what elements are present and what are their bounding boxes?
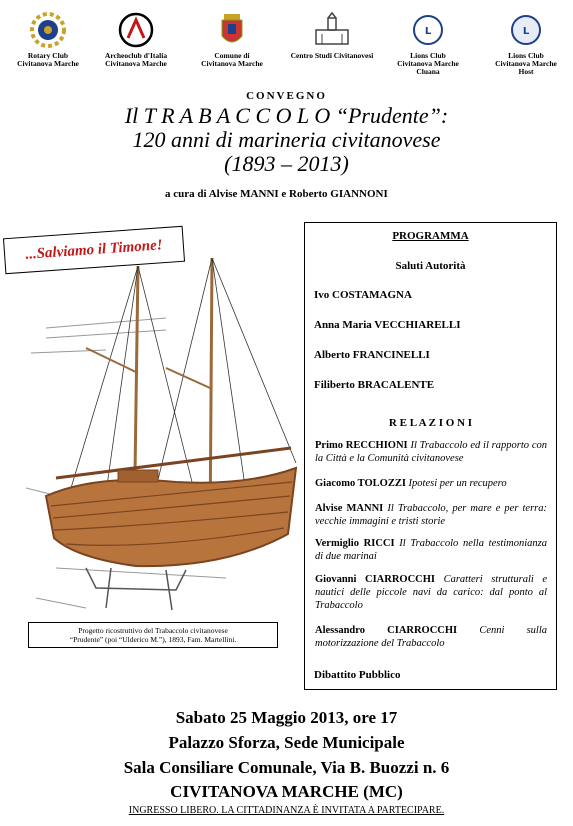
relazione-speaker: Giacomo TOLOZZI: [315, 478, 406, 489]
relazione-topic: Il Trabaccolo ed il rapporto con la Città e la Comunità civitanovese: [315, 440, 547, 464]
sponsor-name: Civitanova Marche: [105, 59, 167, 68]
lions-emblem-icon: [506, 10, 546, 50]
program-box: [304, 222, 557, 690]
sponsor-name: Centro Studi Civitanovesi: [290, 51, 374, 60]
dibattito-label: Dibattito Pubblico: [314, 669, 401, 681]
relazione-topic: Il Trabaccolo, per mare e per terra: vecchie immagini e tristi storie: [315, 503, 547, 527]
sponsor-name: Comune di: [214, 51, 250, 60]
caption-line: Progetto ricostruttivo del Trabaccolo civitanovese: [78, 626, 228, 635]
title-line: 120 anni di marineria civitanovese: [132, 127, 441, 152]
event-city: CIVITANOVA MARCHE (MC): [170, 782, 403, 801]
sponsor-centro-studi: [284, 8, 380, 60]
saluti-label: Saluti Autorità: [395, 260, 466, 272]
sponsor-name: Lions Club: [508, 51, 544, 60]
speaker-name: Anna Maria VECCHIARELLI: [314, 319, 461, 331]
trabaccolo-illustration: [26, 238, 306, 633]
illustration-caption: [28, 622, 278, 648]
event-venue: Palazzo Sforza, Sede Municipale: [168, 733, 405, 752]
program-heading: PROGRAMMA: [392, 230, 469, 242]
sponsor-name: Archeoclub d'Italia: [104, 51, 168, 60]
relazione-item: [315, 477, 547, 490]
sponsor-comune: [184, 8, 280, 68]
curatori-line: a cura di Alvise MANNI e Roberto GIANNONI: [165, 188, 388, 200]
svg-text:L: L: [522, 26, 530, 37]
slogan-banner: ...Salviamo il Timone!: [3, 226, 185, 274]
archeoclub-logo-icon: [116, 10, 156, 50]
event-date: Sabato 25 Maggio 2013, ore 17: [175, 708, 398, 727]
relazione-topic: Ipotesi per un recupero: [408, 478, 507, 489]
event-room: Sala Consiliare Comunale, Via B. Buozzi n. 6: [123, 758, 450, 777]
rotary-emblem-icon: [28, 10, 68, 50]
title-line: Il T R A B A C C O L O “Prudente”:: [124, 103, 449, 128]
sponsor-name: Civitanova Marche: [397, 59, 459, 68]
relazione-item: [315, 573, 547, 612]
entry-note: INGRESSO LIBERO. LA CITTADINANZA È INVITATA A PARTECIPARE.: [128, 805, 445, 816]
sponsor-name: Cluana: [416, 67, 440, 76]
sponsor-lions-host: [478, 8, 573, 76]
relazione-item: [315, 502, 547, 528]
lions-emblem-icon: [408, 10, 448, 50]
relazioni-heading: R E L A Z I O N I: [388, 417, 473, 429]
svg-text:L: L: [424, 26, 432, 37]
sponsor-name: Civitanova Marche: [17, 59, 79, 68]
sponsor-rotary: [0, 8, 96, 68]
relazione-topic: Caratteri strutturali e nautici delle piccole navi da carico: dal ponto al Trabaccolo: [315, 574, 548, 611]
relazione-speaker: Alessandro CIARROCCHI: [315, 625, 458, 636]
caption-line: “Prudente” (poi “Ulderico M.”), 1893, Fam. Martellini.: [69, 635, 237, 644]
sponsor-name: Rotary Club: [27, 51, 69, 60]
speaker-name: Alberto FRANCINELLI: [314, 349, 430, 361]
page-title: [0, 104, 573, 176]
speaker-name: Ivo COSTAMAGNA: [314, 289, 412, 301]
sponsor-name: Civitanova Marche: [495, 59, 557, 68]
relazione-item: [315, 439, 547, 465]
convegno-label: CONVEGNO: [246, 90, 327, 102]
relazione-item: [315, 537, 547, 563]
title-line: (1893 – 2013): [224, 151, 349, 176]
relazione-speaker: Giovanni CIARROCCHI: [315, 574, 435, 585]
relazione-speaker: Primo RECCHIONI: [315, 440, 408, 451]
relazione-topic: Cenni sulla motorizzazione del Trabaccolo: [315, 625, 547, 649]
town-crest-icon: [212, 10, 252, 50]
relazione-speaker: Alvise MANNI: [315, 503, 384, 514]
speaker-name: Filiberto BRACALENTE: [314, 379, 435, 391]
relazione-speaker: Vermiglio RICCI: [315, 538, 395, 549]
sponsors-row: [0, 8, 573, 88]
sponsor-lions-cluana: [380, 8, 476, 76]
sponsor-archeoclub: [88, 8, 184, 68]
building-icon: [312, 10, 352, 50]
sponsor-name: Lions Club: [410, 51, 446, 60]
relazione-topic: Il Trabaccolo nella testimonianza di due marinai: [315, 538, 548, 562]
sponsor-name: Host: [518, 67, 534, 76]
sponsor-name: Civitanova Marche: [201, 59, 263, 68]
relazione-item: [315, 624, 547, 650]
